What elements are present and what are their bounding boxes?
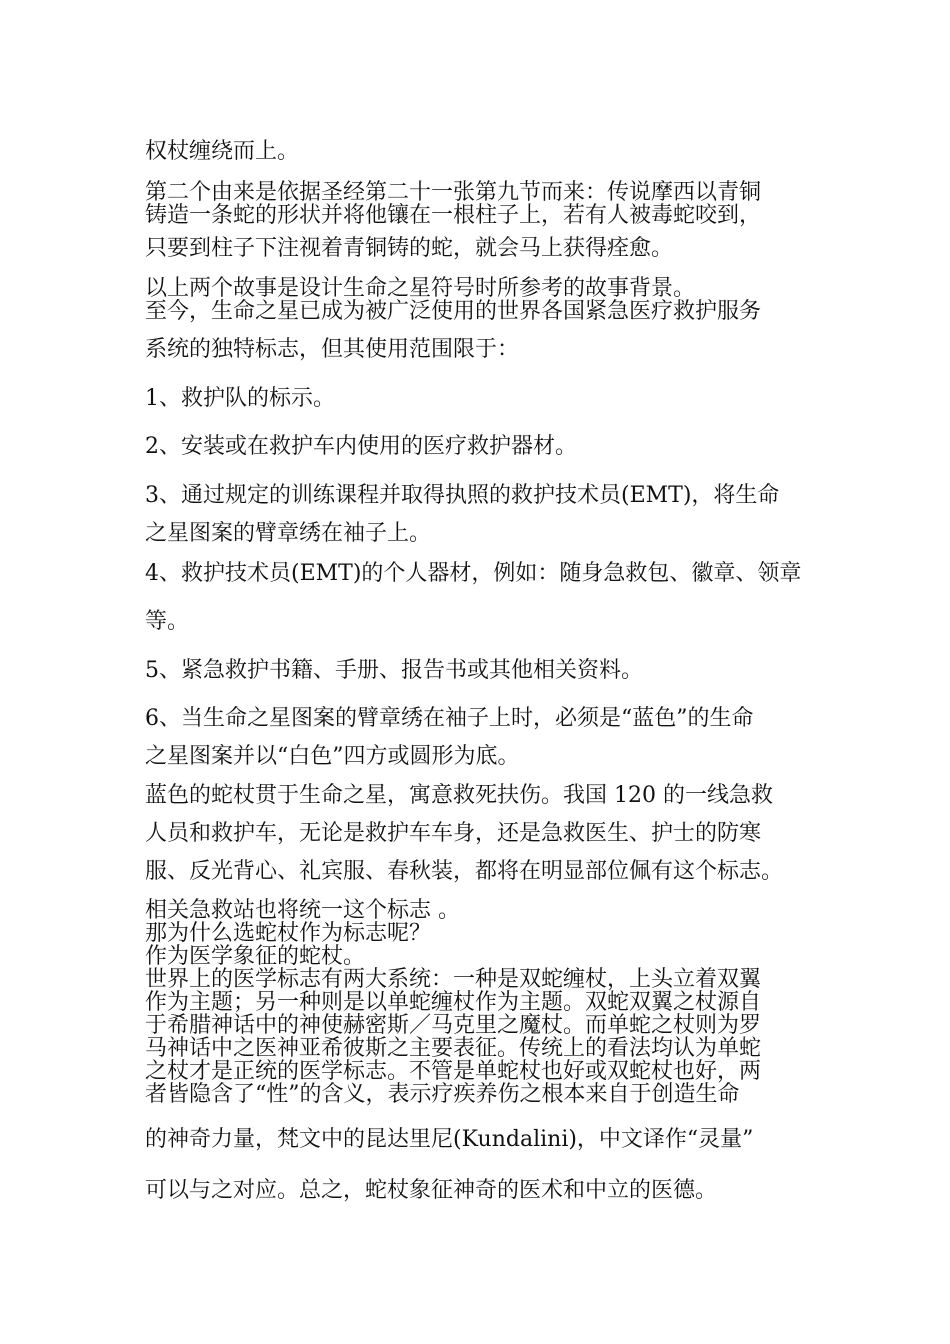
text-line: 作为医学象征的蛇杖。 [145, 944, 366, 969]
list-item: 6、当生命之星图案的臂章绣在袖子上时，必须是“蓝色”的生命 [145, 706, 754, 731]
text-line: 铸造一条蛇的形状并将他镶在一根柱子上，若有人被毒蛇咬到， [145, 203, 762, 228]
text-line: 服、反光背心、礼宾服、春秋装，都将在明显部位佩有这个标志。 [145, 859, 784, 884]
text-line: 第二个由来是依据圣经第二十一张第九节而来：传说摩西以青铜 [145, 180, 762, 205]
text-line: 世界上的医学标志有两大系统：一种是双蛇缠杖，上头立着双翼 [145, 967, 762, 992]
text-line: 那为什么选蛇杖作为标志呢？ [145, 921, 432, 946]
text-line: 等。 [145, 609, 190, 634]
text-line: 之星图案并以“白色”四方或圆形为底。 [145, 744, 520, 769]
text-line: 相关急救站也将统一这个标志 。 [145, 898, 460, 923]
text-line: 之星图案的臂章绣在袖子上。 [145, 521, 432, 546]
text-line: 马神话中之医神亚希彼斯之主要表征。传统上的看法均认为单蛇 [145, 1036, 762, 1061]
list-item: 1、救护队的标示。 [145, 386, 335, 411]
list-item: 4、救护技术员(EMT)的个人器材，例如：随身急救包、徽章、领章 [145, 561, 802, 586]
text-line: 以上两个故事是设计生命之星符号时所参考的故事背景。 [145, 276, 696, 301]
text-line: 作为主题；另一种则是以单蛇缠杖作为主题。双蛇双翼之杖源自 [145, 990, 762, 1015]
text-line: 蓝色的蛇杖贯于生命之星，寓意救死扶伤。我国 120 的一线急救 [145, 783, 773, 808]
text-line: 者皆隐含了“性”的含义，表示疗疾养伤之根本来自于创造生命 [145, 1082, 740, 1107]
text-line: 的神奇力量，梵文中的昆达里尼(Kundalini)，中文译作“灵量” [145, 1127, 754, 1152]
text-line: 系统的独特标志，但其使用范围限于： [145, 337, 520, 362]
text-line: 只要到柱子下注视着青铜铸的蛇，就会马上获得痊愈。 [145, 236, 674, 261]
text-line: 可以与之对应。总之，蛇杖象征神奇的医术和中立的医德。 [145, 1178, 718, 1203]
text-line: 人员和救护车，无论是救护车车身，还是急救医生、护士的防寒 [145, 821, 762, 846]
text-line: 之杖才是正统的医学标志。不管是单蛇杖也好或双蛇杖也好，两 [145, 1059, 762, 1084]
text-line: 于希腊神话中的神使赫密斯／马克里之魔杖。而单蛇之杖则为罗 [145, 1013, 762, 1038]
text-line: 至今，生命之星已成为被广泛使用的世界各国紧急医疗救护服务 [145, 299, 762, 324]
list-item: 5、紧急救护书籍、手册、报告书或其他相关资料。 [145, 658, 643, 683]
text-line: 权杖缠绕而上。 [145, 139, 300, 164]
list-item: 3、通过规定的训练课程并取得执照的救护技术员(EMT)，将生命 [145, 483, 780, 508]
list-item: 2、安装或在救护车内使用的医疗救护器材。 [145, 434, 577, 459]
